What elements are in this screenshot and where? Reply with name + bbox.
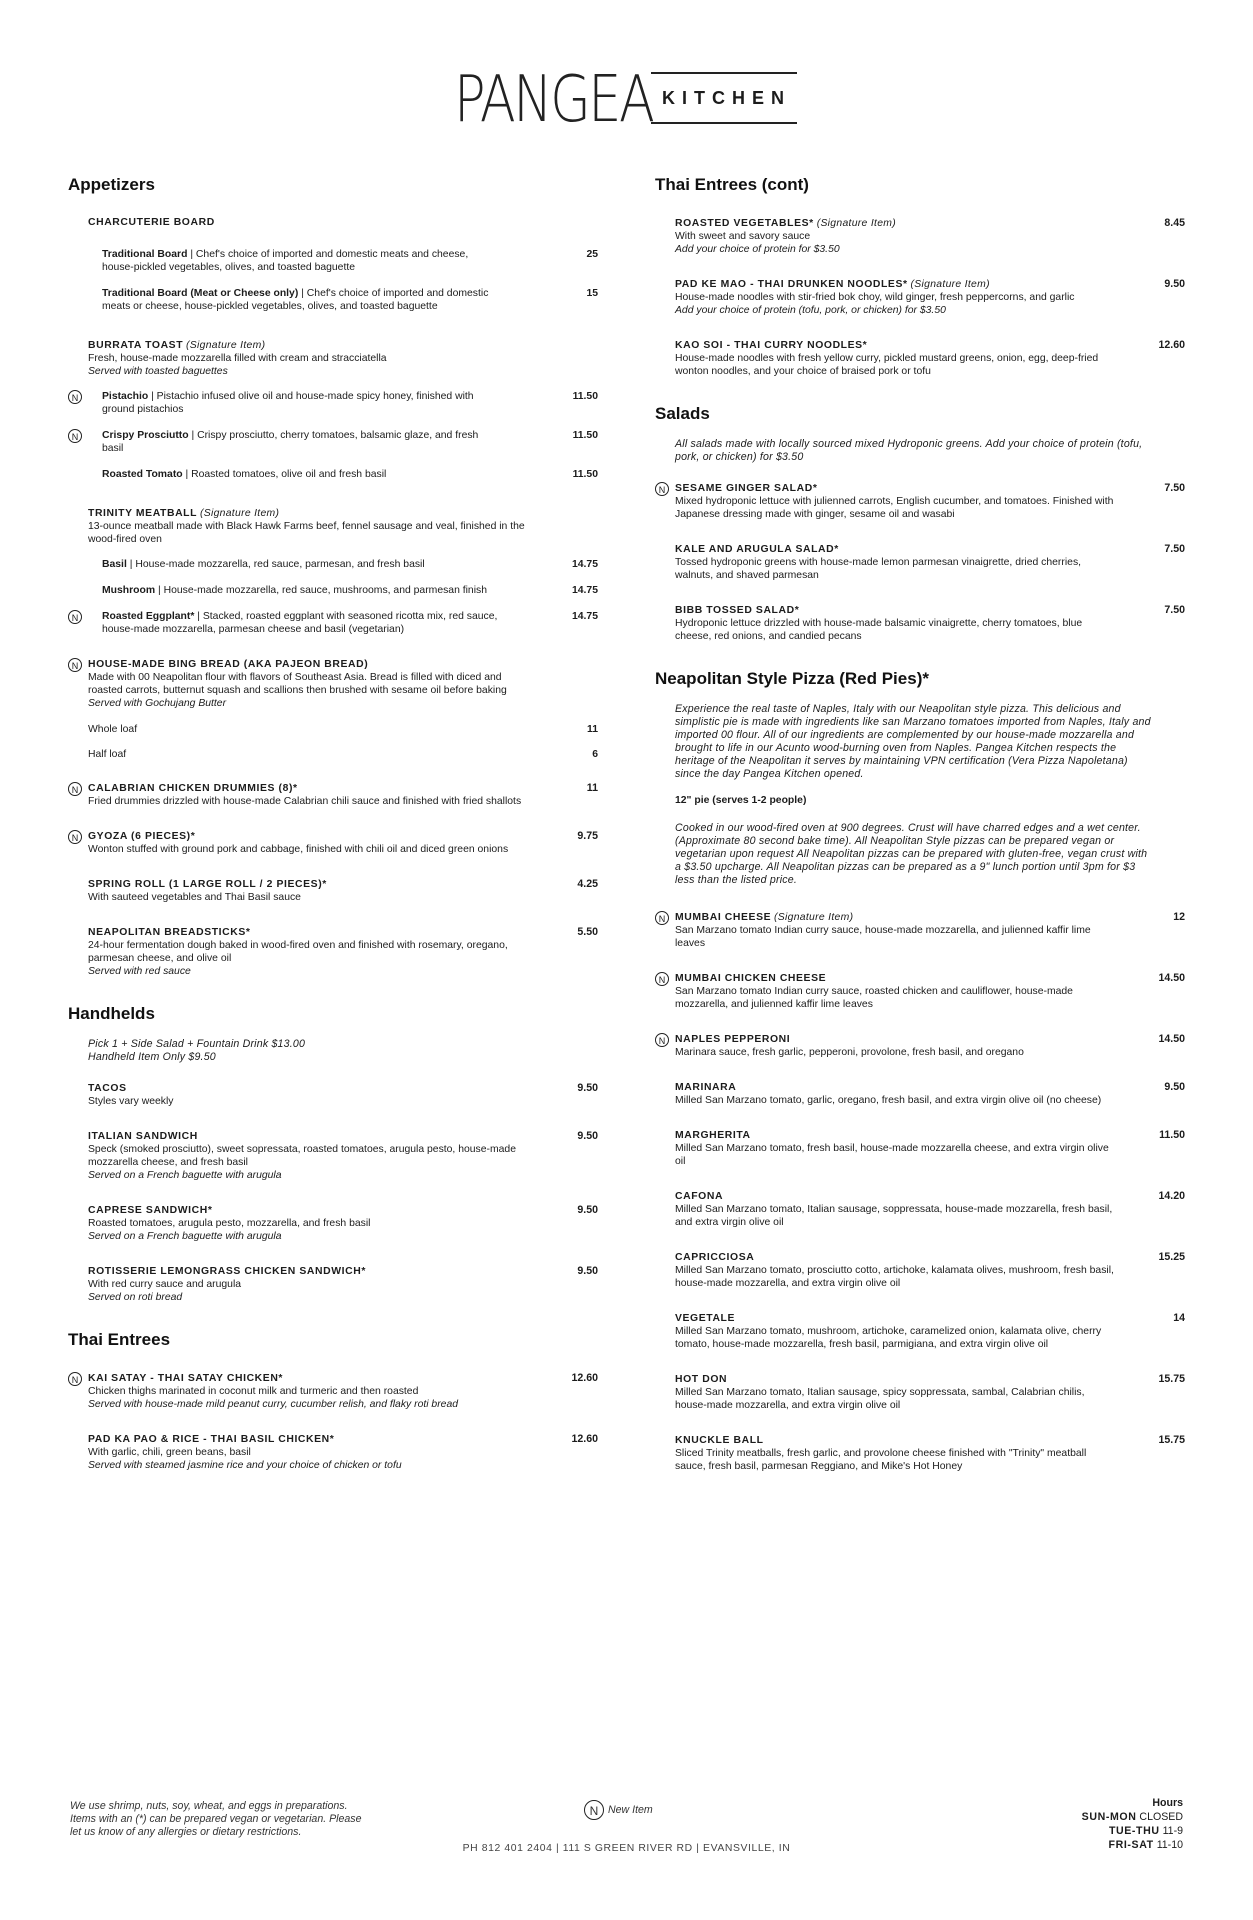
item-desc: Styles vary weekly — [88, 1096, 174, 1107]
item-name: KAO SOI - THAI CURRY NOODLES* — [675, 340, 868, 351]
item-desc: With garlic, chili, green beans, basil — [88, 1447, 251, 1458]
new-item-icon: N — [655, 1033, 669, 1047]
item-name: CALABRIAN CHICKEN DRUMMIES (8)* — [88, 783, 298, 794]
menu-item-bing-bread — [68, 658, 598, 710]
allergy-notice: We use shrimp, nuts, soy, wheat, and eggs in preparations. Items with an (*) can be prepared vegan or vegetarian. Please let us know of any allergies or dietary restrictions. — [70, 1800, 362, 1838]
right-column — [655, 175, 1185, 1499]
option-row — [68, 724, 598, 735]
hours-days: FRI-SAT — [1108, 1839, 1154, 1851]
menu-item — [655, 1434, 1185, 1473]
sub-item-name: Pistachio — [102, 391, 149, 402]
menu-item — [68, 1265, 598, 1304]
item-name: ROTISSERIE LEMONGRASS CHICKEN SANDWICH* — [88, 1266, 366, 1277]
signature-tag: (Signature Item) — [774, 912, 854, 923]
price: 14.50 — [1158, 972, 1185, 984]
option-name: Whole loaf — [88, 724, 138, 735]
item-desc: Milled San Marzano tomato, fresh basil, house-made mozzarella cheese, and extra virgin olive oil — [675, 1143, 1109, 1167]
price: 15 — [586, 288, 598, 299]
signature-tag: (Signature Item) — [186, 340, 266, 351]
menu-item — [68, 1130, 598, 1182]
item-desc: Made with 00 Neapolitan flour with flavors of Southeast Asia. Bread is filled with diced and roasted carrots, butternut squash and scallions then brushed with sesame oil before baking — [88, 672, 507, 696]
new-item-icon: N — [68, 390, 82, 404]
hours-time: CLOSED — [1139, 1811, 1183, 1823]
menu-item — [655, 339, 1185, 378]
price: 14.75 — [571, 559, 598, 570]
item-desc: 24-hour fermentation dough baked in wood-fired oven and finished with rosemary, oregano, parmesan cheese, and olive oil — [88, 940, 508, 964]
price: 9.50 — [1164, 1081, 1185, 1093]
price: 9.50 — [1164, 278, 1185, 290]
item-name: PAD KE MAO - THAI DRUNKEN NOODLES* — [675, 279, 908, 290]
sub-item-name: Crispy Prosciutto — [102, 430, 189, 441]
menu-item — [655, 1033, 1185, 1059]
section-intro: Pick 1 + Side Salad + Fountain Drink $13.00 Handheld Item Only $9.50 — [88, 1038, 306, 1063]
item-name: ITALIAN SANDWICH — [88, 1131, 198, 1142]
item-name: KALE AND ARUGULA SALAD* — [675, 544, 839, 555]
item-desc: Marinara sauce, fresh garlic, pepperoni, provolone, fresh basil, and oregano — [675, 1047, 1024, 1058]
item-name: MARGHERITA — [675, 1130, 751, 1141]
item-note: Served with Gochujang Butter — [88, 698, 227, 709]
brand-logo-wordmark: PANGEA — [454, 63, 653, 137]
price: 11.50 — [572, 430, 598, 441]
item-desc: San Marzano tomato Indian curry sauce, roasted chicken and cauliflower, house-made mozzarella, and julienned kaffir lime leaves — [675, 986, 1073, 1010]
new-item-icon: N — [584, 1800, 604, 1820]
menu-item — [655, 972, 1185, 1011]
new-item-icon: N — [68, 1372, 82, 1386]
item-name: NEAPOLITAN BREADSTICKS* — [88, 927, 251, 938]
price: 11.50 — [572, 391, 598, 402]
item-name: MUMBAI CHICKEN CHEESE — [675, 973, 827, 984]
item-desc: San Marzano tomato Indian curry sauce, house-made mozzarella, and julienned kaffir lime leaves — [675, 925, 1091, 949]
price: 12 — [1173, 911, 1185, 923]
price: 12.60 — [571, 1372, 598, 1384]
sub-item — [68, 584, 598, 597]
item-note: Served with steamed jasmine rice and your choice of chicken or tofu — [88, 1460, 402, 1471]
sub-item-desc: | Pistachio infused olive oil and house-made spicy honey, finished with ground pistachios — [102, 391, 474, 415]
item-name: MARINARA — [675, 1082, 737, 1093]
price: 9.75 — [577, 830, 598, 842]
sub-item-desc: | House-made mozzarella, red sauce, parmesan, and fresh basil — [126, 559, 425, 570]
price: 12.60 — [571, 1433, 598, 1445]
price: 14.50 — [1158, 1033, 1185, 1045]
item-desc: 13-ounce meatball made with Black Hawk Farms beef, fennel sausage and veal, finished in the wood-fired oven — [88, 521, 525, 545]
price: 9.50 — [577, 1082, 598, 1094]
thai-entrees-cont-section — [655, 175, 1185, 378]
item-desc: House-made noodles with fresh yellow curry, pickled mustard greens, onion, egg, deep-fried wonton noodles, and your choice of braised pork or tofu — [675, 353, 1099, 377]
menu-item — [68, 926, 598, 978]
item-note: Served on a French baguette with arugula — [88, 1170, 282, 1181]
item-desc: Speck (smoked prosciutto), sweet sopressata, roasted tomatoes, arugula pesto, house-made mozzarella cheese, and fresh basil — [88, 1144, 516, 1168]
appetizers-section — [68, 175, 598, 978]
price: 11.50 — [1159, 1129, 1185, 1141]
price: 11 — [586, 782, 598, 794]
sub-item — [68, 468, 598, 481]
item-desc: With sweet and savory sauce — [675, 231, 811, 242]
hours-time: 11-9 — [1162, 1825, 1183, 1837]
left-column — [68, 175, 598, 1498]
menu-item — [68, 1204, 598, 1243]
new-item-icon: N — [655, 911, 669, 925]
item-note: Add your choice of protein for $3.50 — [675, 244, 840, 255]
sub-item — [68, 610, 598, 636]
menu-item — [655, 1251, 1185, 1290]
item-name: TACOS — [88, 1083, 127, 1094]
item-name: CHARCUTERIE BOARD — [88, 217, 215, 228]
price: 15.75 — [1158, 1434, 1185, 1446]
price: 15.25 — [1158, 1251, 1185, 1263]
item-name: NAPLES PEPPERONI — [675, 1034, 791, 1045]
sub-item-name: Basil — [102, 559, 127, 570]
brand-logo-subtitle: KITCHEN — [651, 72, 797, 124]
price: 7.50 — [1164, 604, 1185, 616]
price: 12.60 — [1158, 339, 1185, 351]
price: 14.75 — [571, 611, 598, 622]
contact-info: PH 812 401 2404 | 111 S GREEN RIVER RD | EVANSVILLE, IN — [462, 1843, 791, 1854]
sub-item-name: Traditional Board (Meat or Cheese only) — [102, 288, 299, 299]
price: 4.25 — [577, 878, 598, 890]
item-name: CAPRICCIOSA — [675, 1252, 755, 1263]
item-name: SESAME GINGER SALAD* — [675, 483, 818, 494]
item-desc: Fresh, house-made mozzarella filled with cream and stracciatella — [88, 353, 387, 364]
item-desc: Milled San Marzano tomato, garlic, oregano, fresh basil, and extra virgin olive oil (no cheese) — [675, 1095, 1102, 1106]
item-note: Served with house-made mild peanut curry, cucumber relish, and flaky roti bread — [88, 1399, 459, 1410]
signature-tag: (Signature Item) — [199, 508, 280, 519]
item-note: Served with toasted baguettes — [88, 366, 228, 377]
section-title-pizza: Neapolitan Style Pizza (Red Pies)* — [655, 669, 929, 688]
item-note: Add your choice of protein (tofu, pork, or chicken) for $3.50 — [675, 305, 946, 316]
sub-item-name: Roasted Tomato — [102, 469, 183, 480]
sub-item-name: Traditional Board — [102, 249, 188, 260]
new-item-icon: N — [68, 658, 82, 672]
hours-title: Hours — [1152, 1797, 1183, 1809]
section-intro: All salads made with locally sourced mixed Hydroponic greens. Add your choice of protein (tofu, pork, or chicken) for $3.50 — [675, 438, 1143, 463]
sub-item-desc: | Roasted tomatoes, olive oil and fresh basil — [182, 469, 387, 480]
item-name: KAI SATAY - THAI SATAY CHICKEN* — [88, 1373, 284, 1384]
price: 9.50 — [577, 1130, 598, 1142]
handhelds-section — [68, 1004, 598, 1304]
item-name: HOUSE-MADE BING BREAD (AKA PAJEON BREAD) — [88, 659, 369, 670]
item-name: BIBB TOSSED SALAD* — [675, 605, 800, 616]
item-desc: Sliced Trinity meatballs, fresh garlic, and provolone cheese finished with "Trinity" meatball sauce, fresh basil, parmesan Reggiano, and Mike's Hot Honey — [675, 1448, 1087, 1472]
item-name: CAPRESE SANDWICH* — [88, 1205, 213, 1216]
sub-item-name: Roasted Eggplant* — [102, 611, 195, 622]
hours-days: TUE-THU — [1108, 1825, 1160, 1837]
menu-item-meatball — [68, 507, 598, 546]
section-title-thai-cont: Thai Entrees (cont) — [655, 175, 809, 194]
item-note: Served with red sauce — [88, 966, 191, 977]
price: 9.50 — [577, 1204, 598, 1216]
item-desc: Mixed hydroponic lettuce with julienned carrots, English cucumber, and tomatoes. Finished with Japanese dressing made with ginger, sesame oil and wasabi — [675, 496, 1114, 520]
item-desc: Wonton stuffed with ground pork and cabbage, finished with chili oil and diced green onions — [88, 844, 509, 855]
charcuterie-board — [68, 217, 598, 228]
item-name: GYOZA (6 PIECES)* — [88, 831, 196, 842]
sub-item-name: Mushroom — [102, 585, 156, 596]
pizza-section — [655, 669, 1185, 1473]
signature-tag: (Signature Item) — [910, 279, 990, 290]
price: 6 — [592, 749, 598, 760]
menu-item — [655, 1312, 1185, 1351]
item-name: SPRING ROLL (1 LARGE ROLL / 2 PIECES)* — [88, 879, 327, 890]
menu-item — [655, 1373, 1185, 1412]
sub-item — [68, 248, 598, 274]
section-title-appetizers: Appetizers — [68, 175, 155, 194]
new-item-icon: N — [68, 830, 82, 844]
price: 7.50 — [1164, 543, 1185, 555]
menu-item — [655, 1081, 1185, 1107]
hours-block — [1082, 1796, 1183, 1852]
menu-item — [68, 1082, 598, 1108]
sub-item-desc: | Chef's choice of imported and domestic meats or cheese, house-pickled vegetables, olives, and toasted baguette — [102, 288, 489, 312]
price: 14.75 — [571, 585, 598, 596]
item-desc: Tossed hydroponic greens with house-made lemon parmesan vinaigrette, dried cherries, walnuts, and shaved parmesan — [675, 557, 1082, 581]
item-desc: Milled San Marzano tomato, Italian sausage, soppressata, house-made mozzarella, fresh basil, and extra virgin olive oil — [675, 1204, 1113, 1228]
thai-entrees-section — [68, 1330, 598, 1472]
hours-row — [1082, 1824, 1183, 1838]
item-desc: Fried drummies drizzled with house-made Calabrian chili sauce and finished with fried shallots — [88, 796, 522, 807]
item-name: HOT DON — [675, 1374, 728, 1385]
sub-item — [68, 429, 598, 455]
item-name: BURRATA TOAST — [88, 340, 184, 351]
item-name: TRINITY MEATBALL — [88, 508, 198, 519]
hours-row — [1082, 1810, 1183, 1824]
menu-item — [655, 482, 1185, 521]
item-name: ROASTED VEGETABLES* — [675, 218, 814, 229]
menu-item — [655, 1129, 1185, 1168]
item-desc: With sauteed vegetables and Thai Basil sauce — [88, 892, 301, 903]
menu-header — [0, 63, 1253, 137]
option-name: Half loaf — [88, 749, 127, 760]
menu-item — [655, 911, 1185, 950]
section-intro-2: Cooked in our wood-fired oven at 900 degrees. Crust will have charred edges and a wet center. (Approximate 80 second bake time). All Neapolitan Style pizzas can be prepared vegan or vegetarian upon request All Neapolitan pizzas can be prepared with gluten-free, vegan crust with a $3.50 upcharge. All Neapolitan pizzas can be prepared as a 9" lunch portion until 3pm for $3 less than the listed price. — [675, 822, 1148, 886]
item-name: MUMBAI CHEESE — [675, 912, 772, 923]
item-desc: Hydroponic lettuce drizzled with house-made balsamic vinaigrette, cherry tomatoes, blue cheese, red onions, and candied pecans — [675, 618, 1083, 642]
menu-item — [655, 543, 1185, 582]
section-title-handhelds: Handhelds — [68, 1004, 155, 1023]
price: 14 — [1173, 1312, 1185, 1324]
item-desc: House-made noodles with stir-fried bok choy, wild ginger, fresh peppercorns, and garlic — [675, 292, 1075, 303]
menu-item — [68, 782, 598, 808]
menu-item — [655, 604, 1185, 643]
menu-item-burrata — [68, 339, 598, 378]
pizza-size-heading: 12" pie (serves 1-2 people) — [675, 795, 807, 806]
item-note: Served on a French baguette with arugula — [88, 1231, 282, 1242]
hours-row — [1082, 1838, 1183, 1852]
new-item-icon: N — [68, 429, 82, 443]
menu-item — [68, 830, 598, 856]
sub-item-desc: | House-made mozzarella, red sauce, mushrooms, and parmesan finish — [155, 585, 487, 596]
legend-label: New Item — [608, 1803, 653, 1816]
hours-days: SUN-MON — [1081, 1811, 1137, 1823]
sub-item — [68, 558, 598, 571]
item-desc: Milled San Marzano tomato, prosciutto cotto, artichoke, kalamata olives, mushroom, fresh basil, house-made mozzarella, and extra virgin olive oil — [675, 1265, 1114, 1289]
item-desc: Roasted tomatoes, arugula pesto, mozzarella, and fresh basil — [88, 1218, 371, 1229]
item-name: KNUCKLE BALL — [675, 1435, 764, 1446]
sub-item-desc: | Crispy prosciutto, cherry tomatoes, balsamic glaze, and fresh basil — [102, 430, 479, 454]
item-name: CAFONA — [675, 1191, 724, 1202]
item-note: Served on roti bread — [88, 1292, 183, 1303]
new-item-icon: N — [655, 482, 669, 496]
price: 15.75 — [1158, 1373, 1185, 1385]
menu-item — [68, 1433, 598, 1472]
menu-item — [655, 1190, 1185, 1229]
menu-item — [655, 217, 1185, 256]
signature-tag: (Signature Item) — [816, 218, 896, 229]
section-intro: Experience the real taste of Naples, Italy with our Neapolitan style pizza. This delicious and simplistic pie is made with ingredients like san Marzano tomatoes imported from Naples, Italy and imported 00 flour. All of our ingredients are complemented by our house-made mozzarella and brought to life in our Acunto wood-burning oven from Naples. Pangea Kitchen respects the heritage of the Neapolitan it serves by maintaining VPN certification (Vera Pizza Napoletana) since the day Pangea Kitchen opened. — [675, 703, 1151, 780]
price: 8.45 — [1164, 217, 1185, 229]
new-item-icon: N — [655, 972, 669, 986]
item-desc: Milled San Marzano tomato, Italian sausage, spicy soppressata, sambal, Calabrian chilis, house-made mozzarella, and extra virgin olive oil — [675, 1387, 1085, 1411]
section-title-thai-entrees: Thai Entrees — [68, 1330, 171, 1349]
price: 11.50 — [572, 469, 598, 480]
sub-item-desc: | Stacked, roasted eggplant with seasoned ricotta mix, red sauce, house-made mozzarella, parmesan cheese and basil (vegetarian) — [102, 611, 498, 635]
hours-time: 11-10 — [1156, 1839, 1183, 1851]
menu-item — [68, 878, 598, 904]
menu-item — [655, 278, 1185, 317]
section-title-salads: Salads — [655, 404, 710, 423]
sub-item — [68, 287, 598, 313]
new-item-icon: N — [68, 782, 82, 796]
price: 5.50 — [577, 926, 598, 938]
price: 25 — [586, 249, 598, 260]
menu-footer — [0, 1797, 1253, 1910]
item-desc: With red curry sauce and arugula — [88, 1279, 242, 1290]
sub-item-desc: | Chef's choice of imported and domestic meats and cheese, house-pickled vegetables, olives, and toasted baguette — [102, 249, 469, 273]
menu-item — [68, 1372, 598, 1411]
item-desc: Chicken thighs marinated in coconut milk and turmeric and then roasted — [88, 1386, 419, 1397]
item-name: PAD KA PAO & RICE - THAI BASIL CHICKEN* — [88, 1434, 335, 1445]
price: 14.20 — [1158, 1190, 1185, 1202]
option-row — [68, 749, 598, 760]
price: 9.50 — [577, 1265, 598, 1277]
salads-section — [655, 404, 1185, 643]
item-desc: Milled San Marzano tomato, mushroom, artichoke, caramelized onion, kalamata olive, cherry tomato, house-made mozzarella, fresh basil, parmigiana, and extra virgin olive oil — [675, 1326, 1102, 1350]
price: 7.50 — [1164, 482, 1185, 494]
new-item-icon: N — [68, 610, 82, 624]
price: 11 — [587, 724, 598, 735]
sub-item — [68, 390, 598, 416]
item-name: VEGETALE — [675, 1313, 736, 1324]
new-item-legend — [584, 1800, 653, 1820]
